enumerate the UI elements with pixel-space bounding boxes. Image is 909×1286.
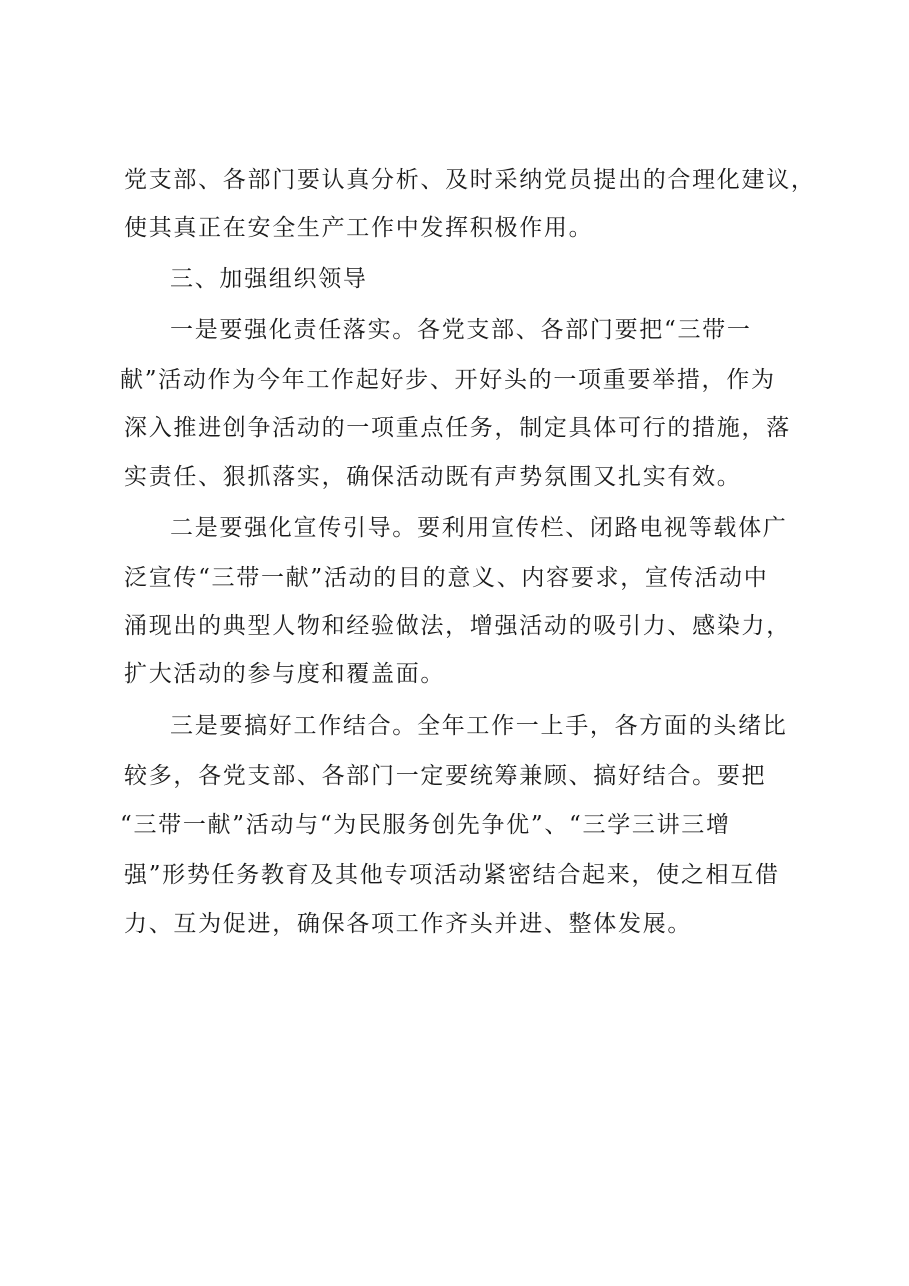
text-line-5: 献”活动作为今年工作起好步、开好头的一项重要举措，作为 [120,367,776,393]
text-line-7: 实责任、狠抓落实，确保活动既有声势氛围又扎实有效。 [124,464,742,490]
text-line-1: 党支部、各部门要认真分析、及时采纳党员提出的合理化建议， [124,167,816,193]
text-line-13: 较多，各党支部、各部门一定要统筹兼顾、搞好结合。要把 [124,763,767,789]
text-line-9: 泛宣传“三带一献”活动的目的意义、内容要求，宣传活动中 [124,565,769,591]
text-line-16: 力、互为促进，确保各项工作齐头并进、整体发展。 [124,911,693,937]
text-line-10: 涌现出的典型人物和经验做法，增强活动的吸引力、感染力， [124,613,791,639]
text-line-2: 使其真正在安全生产工作中发挥积极作用。 [124,215,594,241]
text-line-8: 二是要强化宣传引导。要利用宣传栏、闭路电视等载体广 [170,515,788,541]
text-line-15: 强”形势任务教育及其他专项活动紧密结合起来，使之相互借 [124,862,780,888]
text-line-11: 扩大活动的参与度和覆盖面。 [124,661,446,687]
section-heading: 三、加强组织领导 [170,266,368,292]
text-line-12: 三是要搞好工作结合。全年工作一上手，各方面的头绪比 [170,713,788,739]
text-line-14: “三带一献”活动与“为民服务创先争优”、“三学三讲三增 [120,812,731,838]
text-line-6: 深入推进创争活动的一项重点任务，制定具体可行的措施，落 [124,415,791,441]
text-line-4: 一是要强化责任落实。各党支部、各部门要把“三带一 [170,317,752,343]
